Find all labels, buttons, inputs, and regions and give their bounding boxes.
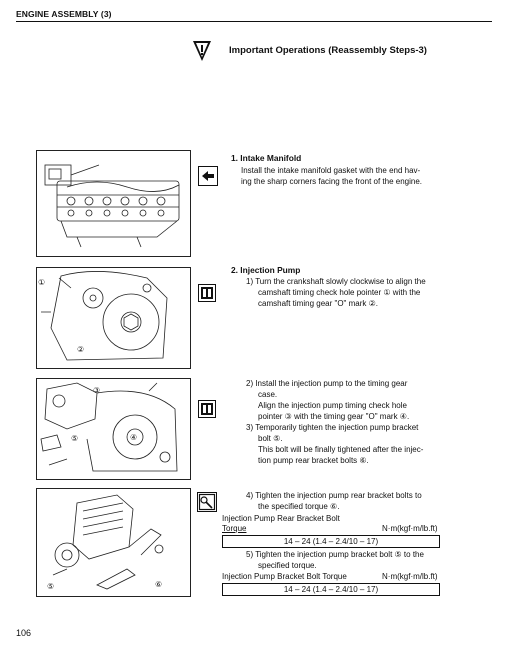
callout-3: ③ bbox=[93, 386, 101, 395]
step-pump-heading: 2. Injection Pump bbox=[231, 265, 301, 275]
step-pump-s2-line4: pointer ③ with the timing gear "O" mark ④. bbox=[258, 412, 410, 421]
callout-2: ② bbox=[77, 345, 85, 354]
figure-intake-manifold bbox=[36, 150, 191, 257]
step-pump-s2-line1: 2) Install the injection pump to the timing gear bbox=[246, 379, 408, 388]
spec-rear-bracket-value: 14 – 24 (1.4 – 2.4/10 – 17) bbox=[283, 537, 379, 546]
warning-icon bbox=[192, 40, 212, 62]
figure-pump-install bbox=[36, 378, 191, 480]
step-pump-s2-line2: case. bbox=[258, 390, 278, 399]
callout-5b: ⑤ bbox=[47, 582, 55, 591]
step-pump-s1-line2: camshaft timing check hole pointer ① with the bbox=[258, 288, 421, 297]
step-pump-s3-line2: bolt ⑤. bbox=[258, 434, 283, 443]
spec-rear-bracket-label: Injection Pump Rear Bracket Bolt bbox=[222, 514, 340, 523]
callout-6: ⑥ bbox=[155, 580, 163, 589]
figure-timing-gear bbox=[36, 267, 191, 369]
step-pump-s3-line3: This bolt will be finally tightened after the injec- bbox=[258, 445, 424, 454]
callout-5: ⑤ bbox=[71, 434, 79, 443]
step-intake-line1: Install the intake manifold gasket with the end hav- bbox=[241, 166, 421, 175]
spec-rear-bracket-unit: N·m(kgf·m/lb.ft) bbox=[382, 524, 438, 533]
spec-rear-bracket-sublabel: Torque bbox=[222, 524, 247, 533]
step-pump-s5-line1: 5) Tighten the injection pump bracket bolt ⑤ to the bbox=[246, 550, 424, 559]
step-pump-s3-line4: tion pump rear bracket bolts ⑥. bbox=[258, 456, 369, 465]
section-title: Important Operations (Reassembly Steps-3) bbox=[229, 45, 427, 56]
step-intake-line2: ing the sharp corners facing the front of the engine. bbox=[241, 177, 423, 186]
page-header-title: ENGINE ASSEMBLY (3) bbox=[16, 9, 112, 19]
spec-bracket-bolt-unit: N·m(kgf·m/lb.ft) bbox=[382, 572, 438, 581]
page-number: 106 bbox=[16, 628, 32, 638]
step-pump-s3-line1: 3) Temporarily tighten the injection pump bracket bbox=[246, 423, 419, 432]
step-pump-s1-line1: 1) Turn the crankshaft slowly clockwise to align the bbox=[246, 277, 426, 286]
callout-1: ① bbox=[38, 278, 46, 287]
adjust-icon-2 bbox=[198, 400, 216, 418]
spec-bracket-bolt-value: 14 – 24 (1.4 – 2.4/10 – 17) bbox=[283, 585, 379, 594]
install-arrow-icon bbox=[198, 166, 218, 186]
spec-rear-bracket-box bbox=[222, 535, 440, 548]
step-pump-s5-line2: specified torque. bbox=[258, 561, 317, 570]
step-pump-s4-line2: the specified torque ⑥. bbox=[258, 502, 340, 511]
adjust-icon bbox=[198, 284, 216, 302]
spec-bracket-bolt-label: Injection Pump Bracket Bolt Torque bbox=[222, 572, 347, 581]
spec-bracket-bolt-box bbox=[222, 583, 440, 596]
step-pump-s4-line1: 4) Tighten the injection pump rear bracket bolts to bbox=[246, 491, 422, 500]
callout-4: ④ bbox=[130, 433, 138, 442]
figure-bracket-bolts bbox=[36, 488, 191, 597]
step-pump-s2-line3: Align the injection pump timing check hole bbox=[258, 401, 407, 410]
step-intake-heading: 1. Intake Manifold bbox=[231, 153, 302, 163]
torque-wrench-icon bbox=[197, 492, 217, 512]
header-divider bbox=[16, 21, 492, 22]
step-pump-s1-line3: camshaft timing gear "O" mark ②. bbox=[258, 299, 378, 308]
